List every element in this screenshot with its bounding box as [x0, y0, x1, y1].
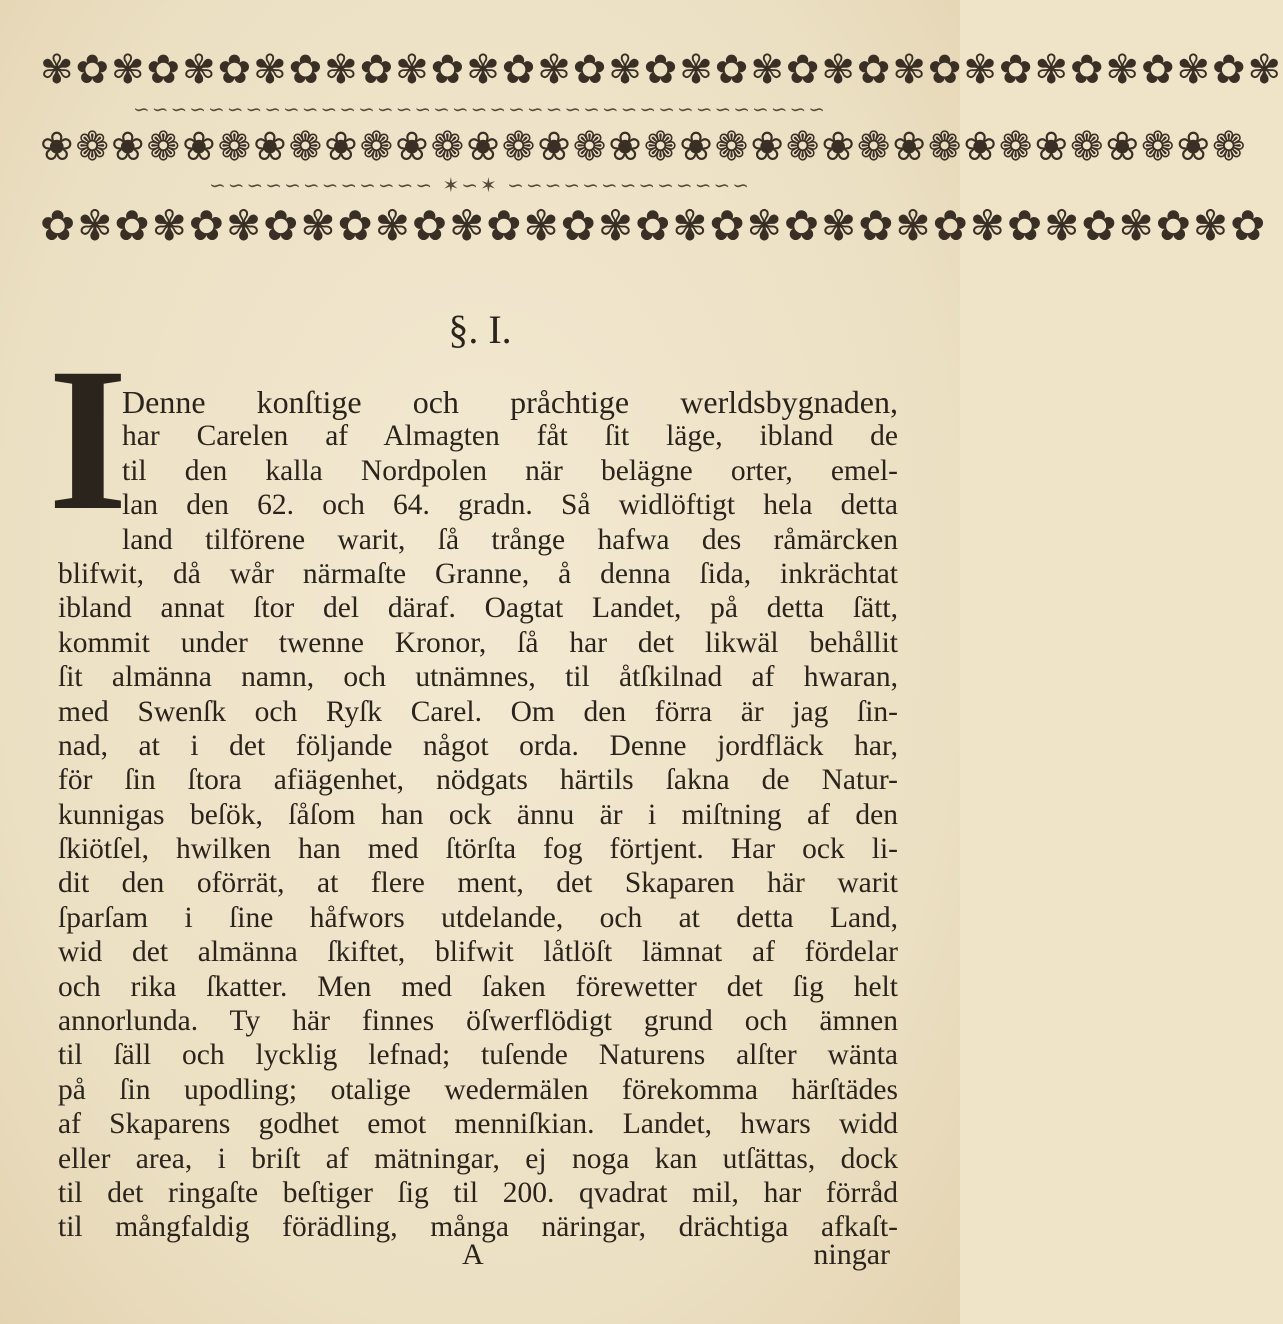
text-line: til den kalla Nordpolen när belägne orter, emel- — [122, 454, 898, 487]
text-line: land tilförene warit, ſå trånge hafwa des råmärcken — [122, 523, 898, 556]
text-line: til det ringaſte beſtiger ſig til 200. qvadrat mil, har förråd — [58, 1176, 898, 1209]
text-line: annorlunda. Ty här finnes öſwerflödigt grund och ämnen — [58, 1005, 898, 1038]
text-line: ſparſam i ſine håfwors utdelande, och at detta Land, — [58, 901, 898, 934]
text-line: til ſäll och lycklig lefnad; tuſende Naturens alſter wänta — [58, 1039, 898, 1072]
text-line: ſkiötſel, hwilken han med ſtörſta fog förtjent. Har ock li- — [58, 833, 898, 866]
text-line: dit den oförrät, at flere ment, det Skaparen här warit — [58, 867, 898, 900]
text-line: kommit under twenne Kronor, ſå har det likwäl behållit — [58, 626, 898, 659]
text-line: på ſin upodling; otalige wedermälen förekomma härſtädes — [58, 1073, 898, 1106]
text-line: til mångfaldig förädling, många näringar, drächtiga afkaſt- — [58, 1211, 898, 1244]
ornament-row-2: ∽∽∽∽∽∽∽∽∽∽∽∽∽∽∽∽∽∽∽∽∽∽∽∽∽∽∽∽∽∽∽∽∽∽∽∽∽ — [132, 97, 828, 121]
text-line: wid det almänna ſkiftet, blifwit låtlöſt lämnat af fördelar — [58, 936, 898, 969]
ornament-row-1: ✾✿✾✿✾✿✾✿✾✿✾✿✾✿✾✿✾✿✾✿✾✿✾✿✾✿✾✿✾✿✾✿✾✿✾ — [40, 47, 1283, 93]
text-line: af Skaparens godhet emot menniſkian. Landet, hwars widd — [58, 1108, 898, 1141]
text-line: eller area, i briſt af mätningar, ej noga kan utſättas, dock — [58, 1142, 898, 1175]
text-line: och rika ſkatter. Men med ſaken förewetter det ſig helt — [58, 970, 898, 1003]
text-line: Denne konſtige och pråchtige werldsbygnaden, — [122, 384, 898, 420]
section-heading: §. I. — [448, 307, 512, 352]
ornament-row-4: ∽∽∽∽∽∽∽∽∽∽∽∽ ✶∽✶ ∽∽∽∽∽∽∽∽∽∽∽∽∽ — [209, 173, 751, 197]
text-line: ſit almänna namn, och utnämnes, til åtſkilnad af hwaran, — [58, 661, 898, 694]
text-line: blifwit, då wår närmaſte Granne, å denna ſida, inkrächtat — [58, 557, 898, 590]
text-line: ibland annat ſtor del däraf. Oagtat Landet, på detta ſätt, — [58, 592, 898, 625]
ornament-row-5: ✿✾✿✾✿✾✿✾✿✾✿✾✿✾✿✾✿✾✿✾✿✾✿✾✿✾✿✾✿✾✿✾✿ — [40, 201, 1268, 250]
body-text — [58, 385, 898, 1245]
page-footer — [0, 1238, 960, 1282]
drop-cap: I — [48, 326, 128, 553]
text-line: har Carelen af Almagten fåt ſit läge, ibland de — [122, 420, 898, 453]
text-line: med Swenſk och Ryſk Carel. Om den förra är jag ſin- — [58, 695, 898, 728]
text-line: lan den 62. och 64. gradn. Så widlöftigt hela detta — [122, 489, 898, 522]
text-line: för ſin ſtora afiägenhet, nödgats härtils ſakna de Natur- — [58, 764, 898, 797]
signature-mark: A — [462, 1238, 484, 1271]
catchword: ningar — [813, 1238, 890, 1271]
ornament-row-3: ❀❁❀❁❀❁❀❁❀❁❀❁❀❁❀❁❀❁❀❁❀❁❀❁❀❁❀❁❀❁❀❁❀❁ — [40, 124, 1248, 170]
text-line: kunnigas beſök, ſåſom han ock ännu är i miſtning af den — [58, 798, 898, 831]
text-line: nad, at i det följande något orda. Denne jordfläck har, — [58, 729, 898, 762]
